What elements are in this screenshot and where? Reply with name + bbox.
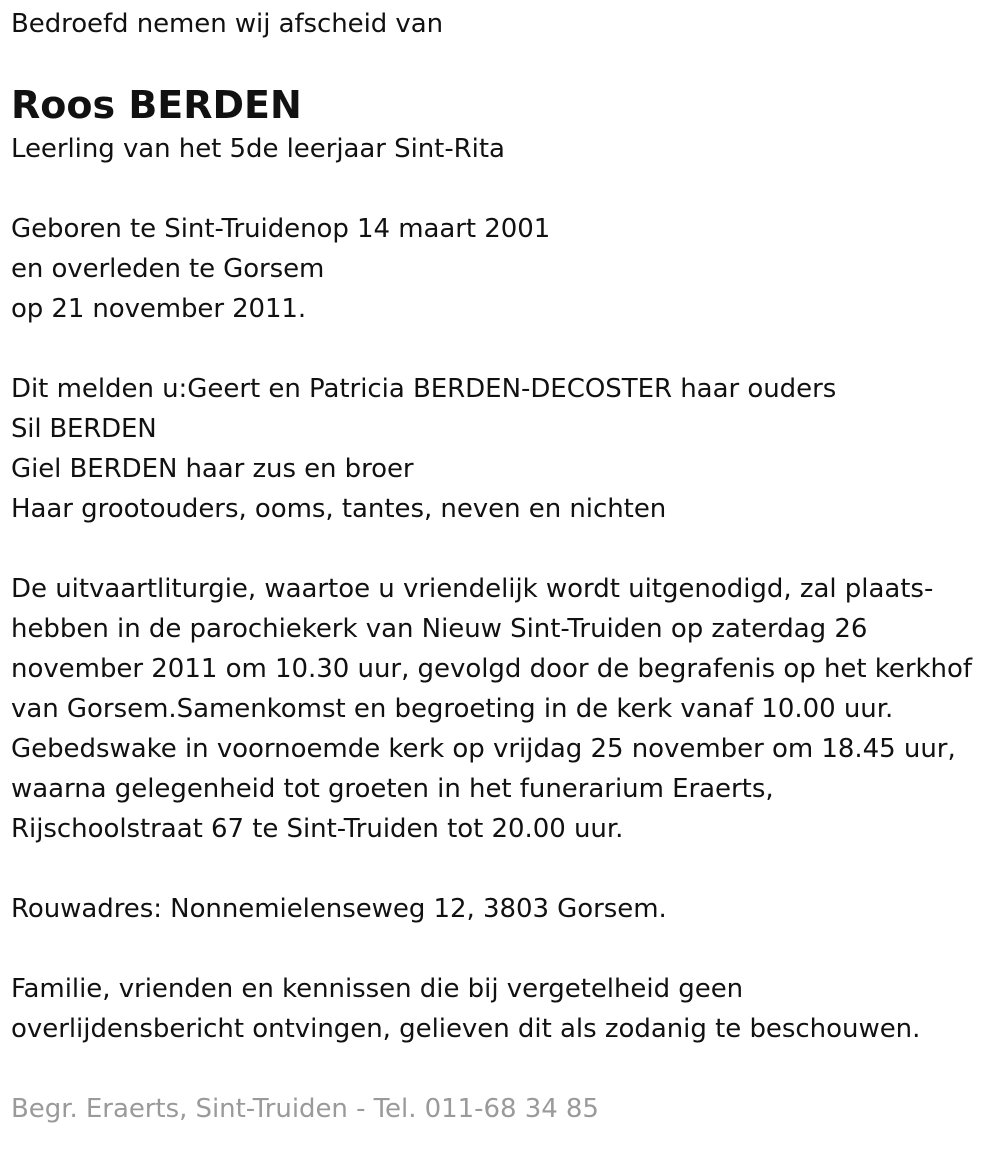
family-line: Dit melden u:Geert en Patricia BERDEN-DECOSTER haar ouders — [11, 374, 837, 404]
footer-section — [11, 1089, 991, 1129]
death-date-line: op 21 november 2011. — [11, 294, 307, 324]
ceremony-line: Rijschoolstraat 67 te Sint-Truiden tot 20.00 uur. — [11, 814, 624, 844]
closing-line: Familie, vrienden en kennissen die bij vergetelheid geen — [11, 974, 744, 1004]
funeral-home-footer: Begr. Eraerts, Sint-Truiden - Tel. 011-68 34 85 — [11, 1094, 599, 1124]
closing-section — [11, 969, 991, 1049]
address-section — [11, 889, 991, 929]
birth-line: Geboren te Sint-Truidenop 14 maart 2001 — [11, 214, 551, 244]
closing-line: overlijdensbericht ontvingen, gelieven dit als zodanig te beschouwen. — [11, 1014, 921, 1044]
family-line: Sil BERDEN — [11, 414, 157, 444]
birth-death-section — [11, 209, 991, 329]
family-line: Giel BERDEN haar zus en broer — [11, 454, 414, 484]
mourning-address: Rouwadres: Nonnemielenseweg 12, 3803 Gorsem. — [11, 894, 667, 924]
ceremony-line: van Gorsem.Samenkomst en begroeting in de kerk vanaf 10.00 uur. — [11, 694, 894, 724]
deceased-name: Roos BERDEN — [11, 83, 302, 127]
ceremony-line: De uitvaartliturgie, waartoe u vriendelijk wordt uitgenodigd, zal plaats- — [11, 574, 934, 604]
ceremony-section — [11, 569, 991, 849]
death-place-line: en overleden te Gorsem — [11, 254, 325, 284]
death-notice — [11, 4, 991, 1129]
ceremony-line: waarna gelegenheid tot groeten in het funerarium Eraerts, — [11, 774, 774, 804]
ceremony-line: november 2011 om 10.30 uur, gevolgd door de begrafenis op het kerkhof — [11, 654, 972, 684]
ceremony-line: hebben in de parochiekerk van Nieuw Sint-Truiden op zaterdag 26 — [11, 614, 868, 644]
deceased-description: Leerling van het 5de leerjaar Sint-Rita — [11, 134, 505, 164]
family-section — [11, 369, 991, 529]
intro-text: Bedroefd nemen wij afscheid van — [11, 9, 443, 39]
family-line: Haar grootouders, ooms, tantes, neven en nichten — [11, 494, 667, 524]
ceremony-line: Gebedswake in voornoemde kerk op vrijdag 25 november om 18.45 uur, — [11, 734, 956, 764]
